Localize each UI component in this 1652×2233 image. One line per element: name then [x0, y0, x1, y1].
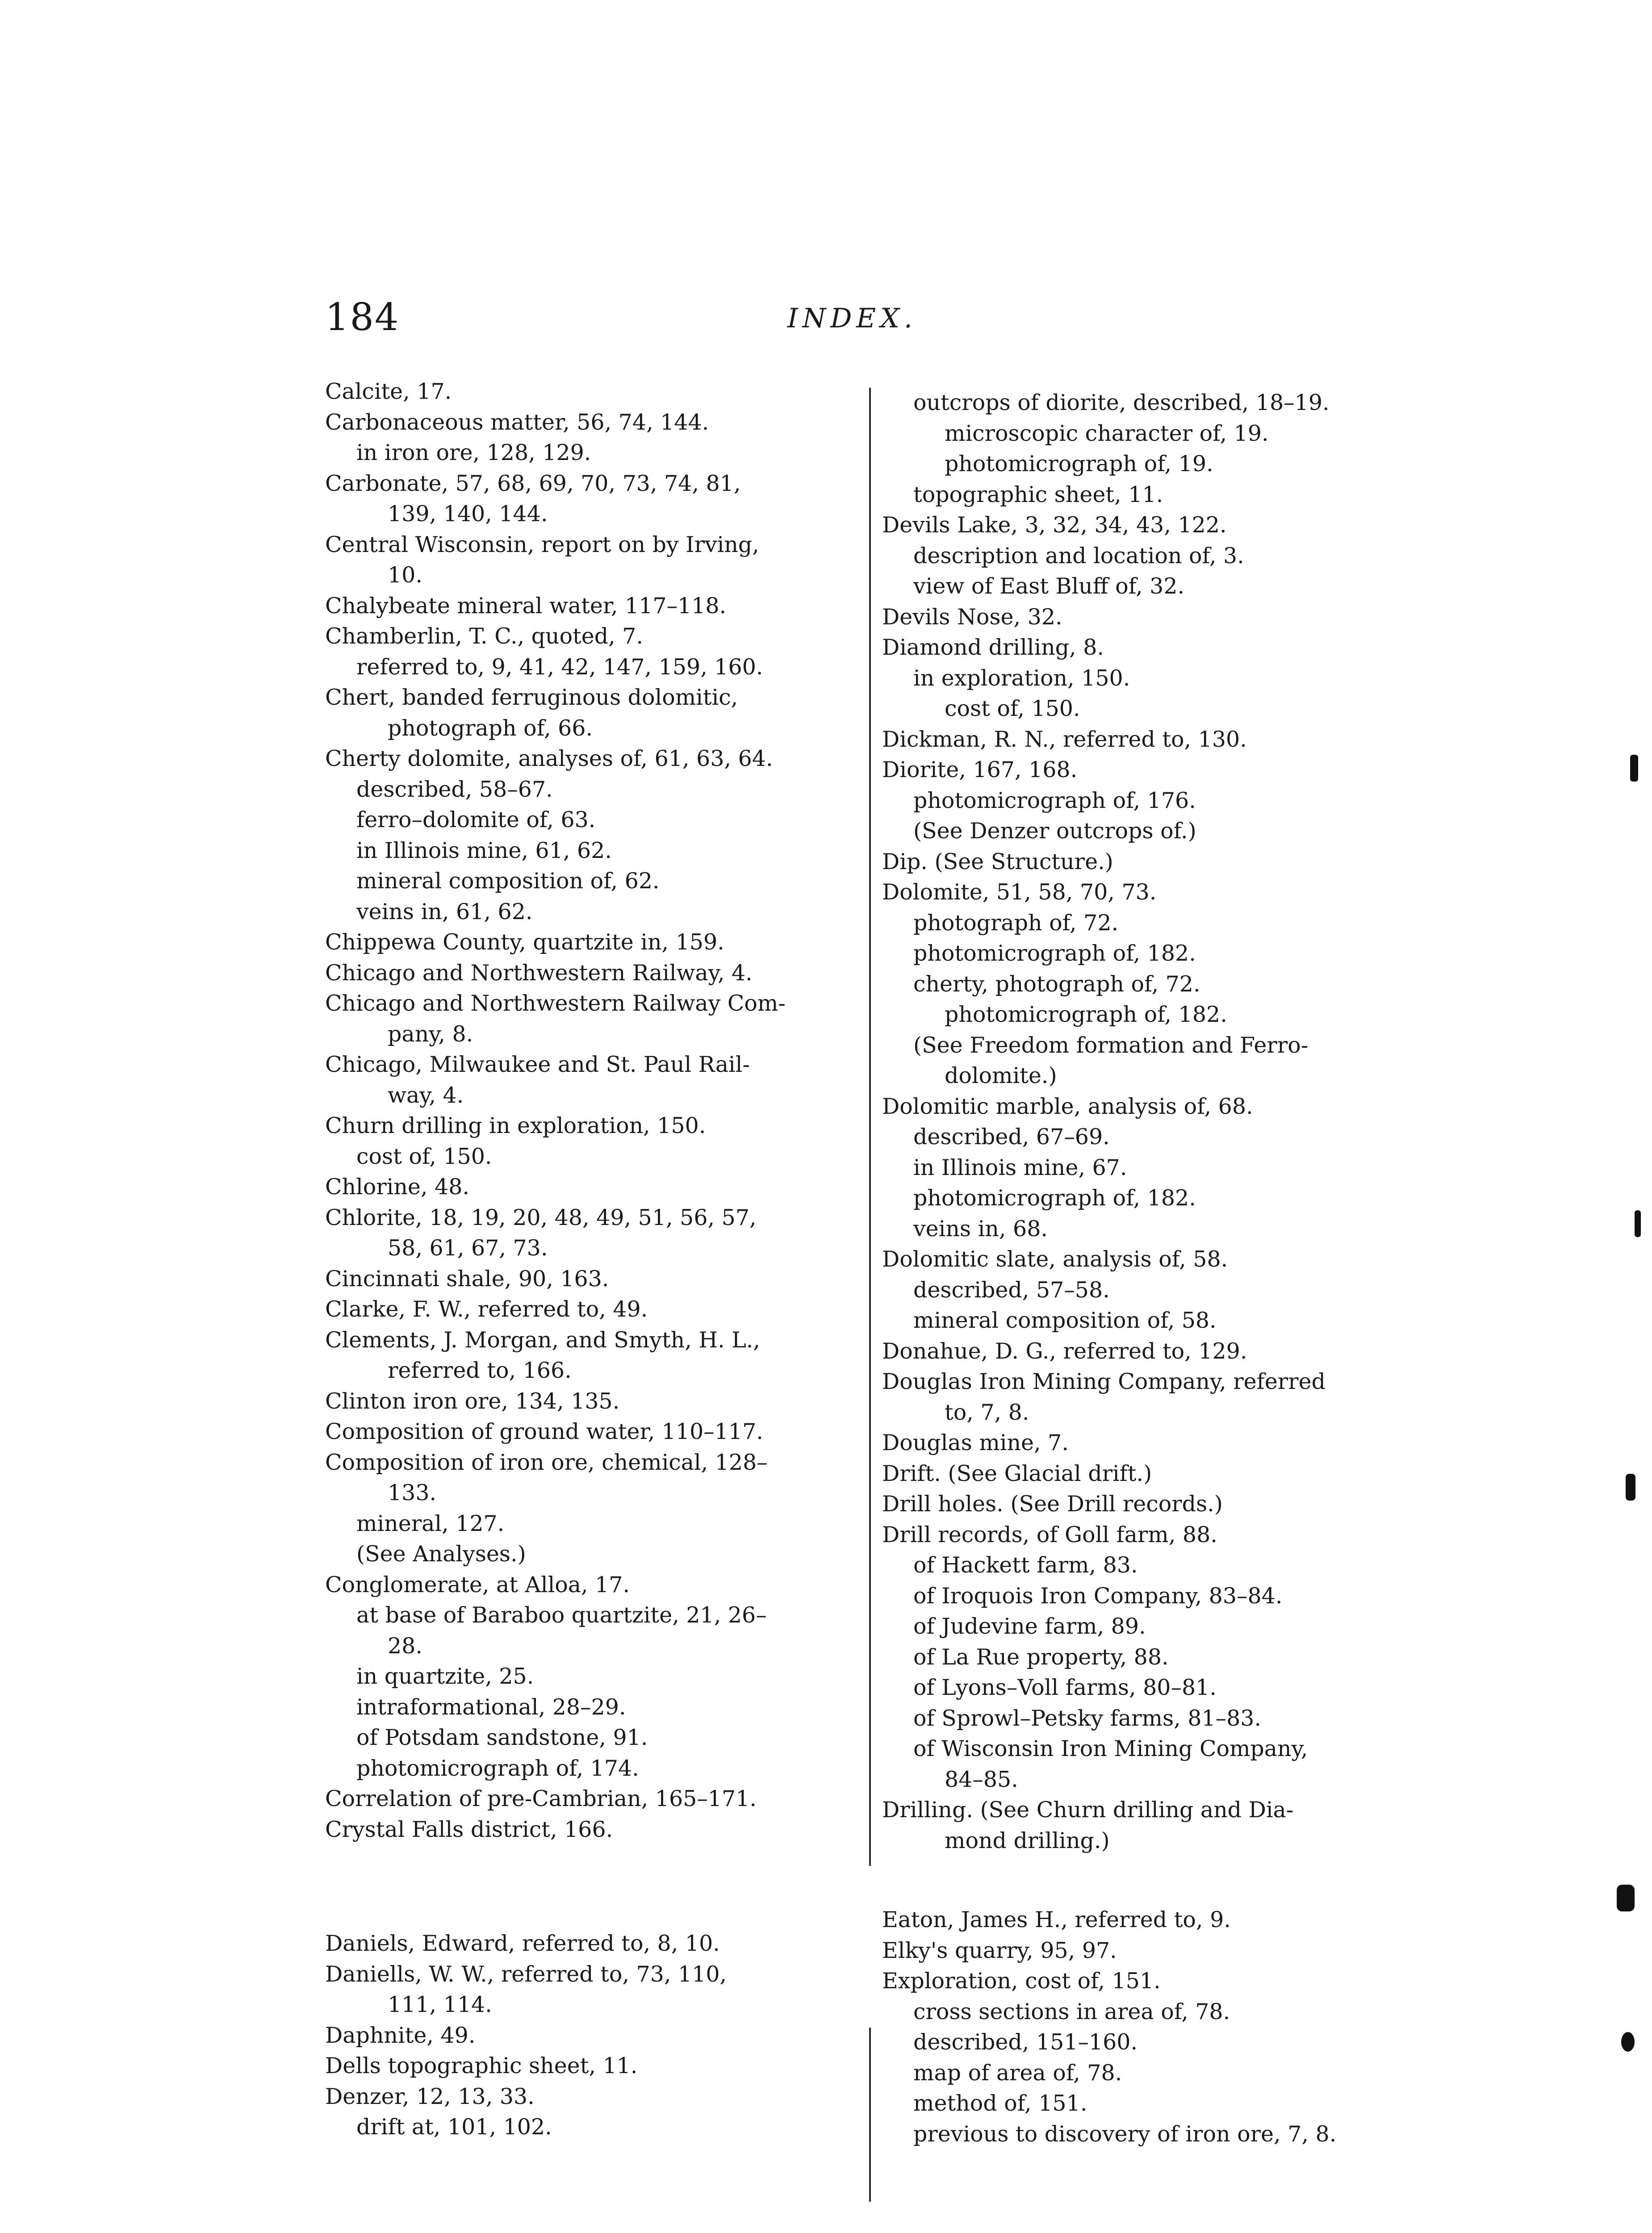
index-entry: Dells topographic sheet, 11.	[325, 2053, 638, 2078]
index-entry: Central Wisconsin, report on by Irving,	[325, 531, 759, 557]
index-entry: Dickman, R. N., referred to, 130.	[882, 726, 1247, 752]
index-entry: cherty, photograph of, 72.	[913, 971, 1200, 997]
index-entry: Drill records, of Goll farm, 88.	[882, 1522, 1217, 1547]
index-entry: in exploration, 150.	[913, 665, 1130, 691]
scan-speck	[1630, 755, 1638, 782]
index-entry: Chlorine, 48.	[325, 1174, 469, 1200]
index-entry: Dolomite, 51, 58, 70, 73.	[882, 879, 1157, 905]
index-entry: referred to, 9, 41, 42, 147, 159, 160.	[356, 654, 763, 680]
index-entry: mineral composition of, 58.	[913, 1308, 1217, 1333]
index-entry: Crystal Falls district, 166.	[325, 1816, 613, 1842]
index-entry: Clements, J. Morgan, and Smyth, H. L.,	[325, 1327, 760, 1353]
index-entry: Dolomitic marble, analysis of, 68.	[882, 1093, 1253, 1119]
index-entry: described, 67–69.	[913, 1124, 1110, 1150]
index-entry: Diorite, 167, 168.	[882, 757, 1078, 782]
index-entry: Chlorite, 18, 19, 20, 48, 49, 51, 56, 57,	[325, 1204, 757, 1230]
index-entry: referred to, 166.	[388, 1358, 572, 1383]
page-number: 184	[325, 295, 400, 339]
index-entry: of Judevine farm, 89.	[913, 1614, 1146, 1639]
index-entry: Devils Lake, 3, 32, 34, 43, 122.	[882, 512, 1227, 538]
index-entry: in Illinois mine, 67.	[913, 1154, 1127, 1180]
running-head: INDEX.	[787, 303, 917, 334]
index-entry: Diamond drilling, 8.	[882, 635, 1104, 660]
index-entry: mond drilling.)	[945, 1827, 1110, 1853]
index-entry: of Potsdam sandstone, 91.	[356, 1725, 648, 1750]
index-entry: to, 7, 8.	[945, 1399, 1029, 1425]
index-entry: Denzer, 12, 13, 33.	[325, 2083, 535, 2109]
right-column-block-b	[882, 1905, 1422, 2149]
index-entry: photograph of, 66.	[388, 715, 593, 741]
index-entry: previous to discovery of iron ore, 7, 8.	[913, 2121, 1337, 2147]
column-rule-upper	[869, 388, 871, 1866]
index-entry: in iron ore, 128, 129.	[356, 440, 591, 465]
index-entry: photomicrograph of, 182.	[913, 941, 1196, 966]
index-entry: cost of, 150.	[945, 696, 1080, 721]
index-entry: Elky's quarry, 95, 97.	[882, 1937, 1117, 1963]
index-entry: intraformational, 28–29.	[356, 1694, 626, 1720]
index-entry: dolomite.)	[945, 1063, 1057, 1088]
index-entry: Churn drilling in exploration, 150.	[325, 1113, 706, 1138]
index-entry: Cherty dolomite, analyses of, 61, 63, 64.	[325, 746, 773, 771]
index-entry: outcrops of diorite, described, 18–19.	[913, 390, 1330, 415]
index-entry: drift at, 101, 102.	[356, 2114, 552, 2140]
index-entry: topographic sheet, 11.	[913, 481, 1163, 507]
index-entry: described, 58–67.	[356, 776, 553, 802]
index-entry: at base of Baraboo quartzite, 21, 26–	[356, 1602, 767, 1628]
column-rule-lower	[869, 2028, 871, 2202]
index-entry: Carbonaceous matter, 56, 74, 144.	[325, 409, 709, 435]
index-entry: description and location of, 3.	[913, 543, 1244, 569]
index-entry: described, 151–160.	[913, 2029, 1138, 2055]
scan-speck	[1626, 1474, 1635, 1501]
index-entry: of Iroquois Iron Company, 83–84.	[913, 1583, 1283, 1609]
index-entry: of Wisconsin Iron Mining Company,	[913, 1736, 1308, 1761]
index-entry: photomicrograph of, 182.	[945, 1002, 1227, 1027]
index-entry: cost of, 150.	[356, 1143, 492, 1169]
index-entry: photomicrograph of, 176.	[913, 787, 1196, 813]
index-entry: 10.	[388, 562, 422, 588]
index-entry: (See Analyses.)	[356, 1541, 526, 1567]
index-entry: Chalybeate mineral water, 117–118.	[325, 593, 727, 619]
index-entry: Chert, banded ferruginous dolomitic,	[325, 685, 738, 710]
index-entry: Clarke, F. W., referred to, 49.	[325, 1296, 648, 1322]
index-entry: Drift. (See Glacial drift.)	[882, 1460, 1152, 1486]
left-column-block-a	[325, 376, 866, 1845]
left-column-block-b	[325, 1928, 866, 2143]
index-entry: of Lyons–Voll farms, 80–81.	[913, 1675, 1217, 1700]
index-entry: photomicrograph of, 182.	[913, 1185, 1196, 1211]
index-entry: map of area of, 78.	[913, 2060, 1122, 2086]
index-entry: way, 4.	[388, 1082, 464, 1108]
index-entry: view of East Bluff of, 32.	[913, 573, 1185, 599]
scan-speck	[1635, 1210, 1641, 1237]
index-entry: Devils Nose, 32.	[882, 604, 1062, 630]
index-entry: Cincinnati shale, 90, 163.	[325, 1266, 609, 1292]
index-entry: in quartzite, 25.	[356, 1664, 534, 1689]
index-entry: Chicago and Northwestern Railway, 4.	[325, 960, 753, 986]
index-entry: 28.	[388, 1633, 422, 1659]
index-entry: Daniels, Edward, referred to, 8, 10.	[325, 1931, 720, 1956]
index-entry: Donahue, D. G., referred to, 129.	[882, 1338, 1247, 1364]
index-entry: Eaton, James H., referred to, 9.	[882, 1907, 1231, 1932]
index-entry: Drilling. (See Churn drilling and Dia-	[882, 1797, 1294, 1823]
index-entry: 133.	[388, 1480, 437, 1505]
index-entry: photomicrograph of, 19.	[945, 451, 1213, 477]
index-entry: Composition of iron ore, chemical, 128–	[325, 1449, 768, 1475]
index-entry: Chicago and Northwestern Railway Com-	[325, 991, 786, 1016]
index-entry: Calcite, 17.	[325, 379, 452, 404]
index-entry: Exploration, cost of, 151.	[882, 1968, 1161, 1994]
index-entry: 111, 114.	[388, 1992, 492, 2017]
index-entry: 139, 140, 144.	[388, 501, 548, 527]
index-entry: in Illinois mine, 61, 62.	[356, 837, 612, 863]
index-entry: Drill holes. (See Drill records.)	[882, 1491, 1223, 1517]
index-entry: Conglomerate, at Alloa, 17.	[325, 1572, 630, 1597]
index-entry: mineral composition of, 62.	[356, 868, 660, 894]
index-entry: veins in, 61, 62.	[356, 899, 533, 924]
index-entry: of Sprowl–Petsky farms, 81–83.	[913, 1705, 1262, 1731]
index-entry: microscopic character of, 19.	[945, 420, 1269, 446]
index-entry: ferro–dolomite of, 63.	[356, 807, 596, 832]
index-entry: Daphnite, 49.	[325, 2022, 476, 2048]
index-entry: Composition of ground water, 110–117.	[325, 1419, 763, 1444]
index-entry: Dolomitic slate, analysis of, 58.	[882, 1246, 1228, 1272]
index-entry: Correlation of pre-Cambrian, 165–171.	[325, 1786, 757, 1811]
index-entry: photograph of, 72.	[913, 910, 1119, 936]
index-entry: Douglas mine, 7.	[882, 1430, 1069, 1455]
index-entry: cross sections in area of, 78.	[913, 1999, 1230, 2024]
index-entry: Dip. (See Structure.)	[882, 849, 1113, 874]
scan-speck	[1621, 2032, 1635, 2052]
index-entry: described, 57–58.	[913, 1277, 1110, 1303]
index-entry: Clinton iron ore, 134, 135.	[325, 1388, 620, 1414]
index-entry: photomicrograph of, 174.	[356, 1755, 639, 1781]
index-entry: of La Rue property, 88.	[913, 1644, 1169, 1670]
index-entry: Chamberlin, T. C., quoted, 7.	[325, 623, 644, 649]
index-entry: of Hackett farm, 83.	[913, 1552, 1138, 1578]
index-entry: Douglas Iron Mining Company, referred	[882, 1369, 1326, 1394]
index-entry: method of, 151.	[913, 2091, 1087, 2116]
index-entry: Chippewa County, quartzite in, 159.	[325, 929, 724, 955]
index-entry: Carbonate, 57, 68, 69, 70, 73, 74, 81,	[325, 470, 741, 496]
index-entry: veins in, 68.	[913, 1216, 1048, 1242]
index-entry: mineral, 127.	[356, 1510, 505, 1536]
index-entry: pany, 8.	[388, 1021, 473, 1047]
right-column-block-a	[882, 388, 1422, 1856]
index-entry: 84–85.	[945, 1766, 1018, 1792]
index-entry: (See Denzer outcrops of.)	[913, 818, 1196, 844]
index-entry: Chicago, Milwaukee and St. Paul Rail-	[325, 1052, 750, 1077]
index-entry: (See Freedom formation and Ferro-	[913, 1032, 1309, 1058]
index-entry: Daniells, W. W., referred to, 73, 110,	[325, 1961, 727, 1987]
index-entry: 58, 61, 67, 73.	[388, 1235, 548, 1261]
scan-speck	[1617, 1885, 1635, 1911]
